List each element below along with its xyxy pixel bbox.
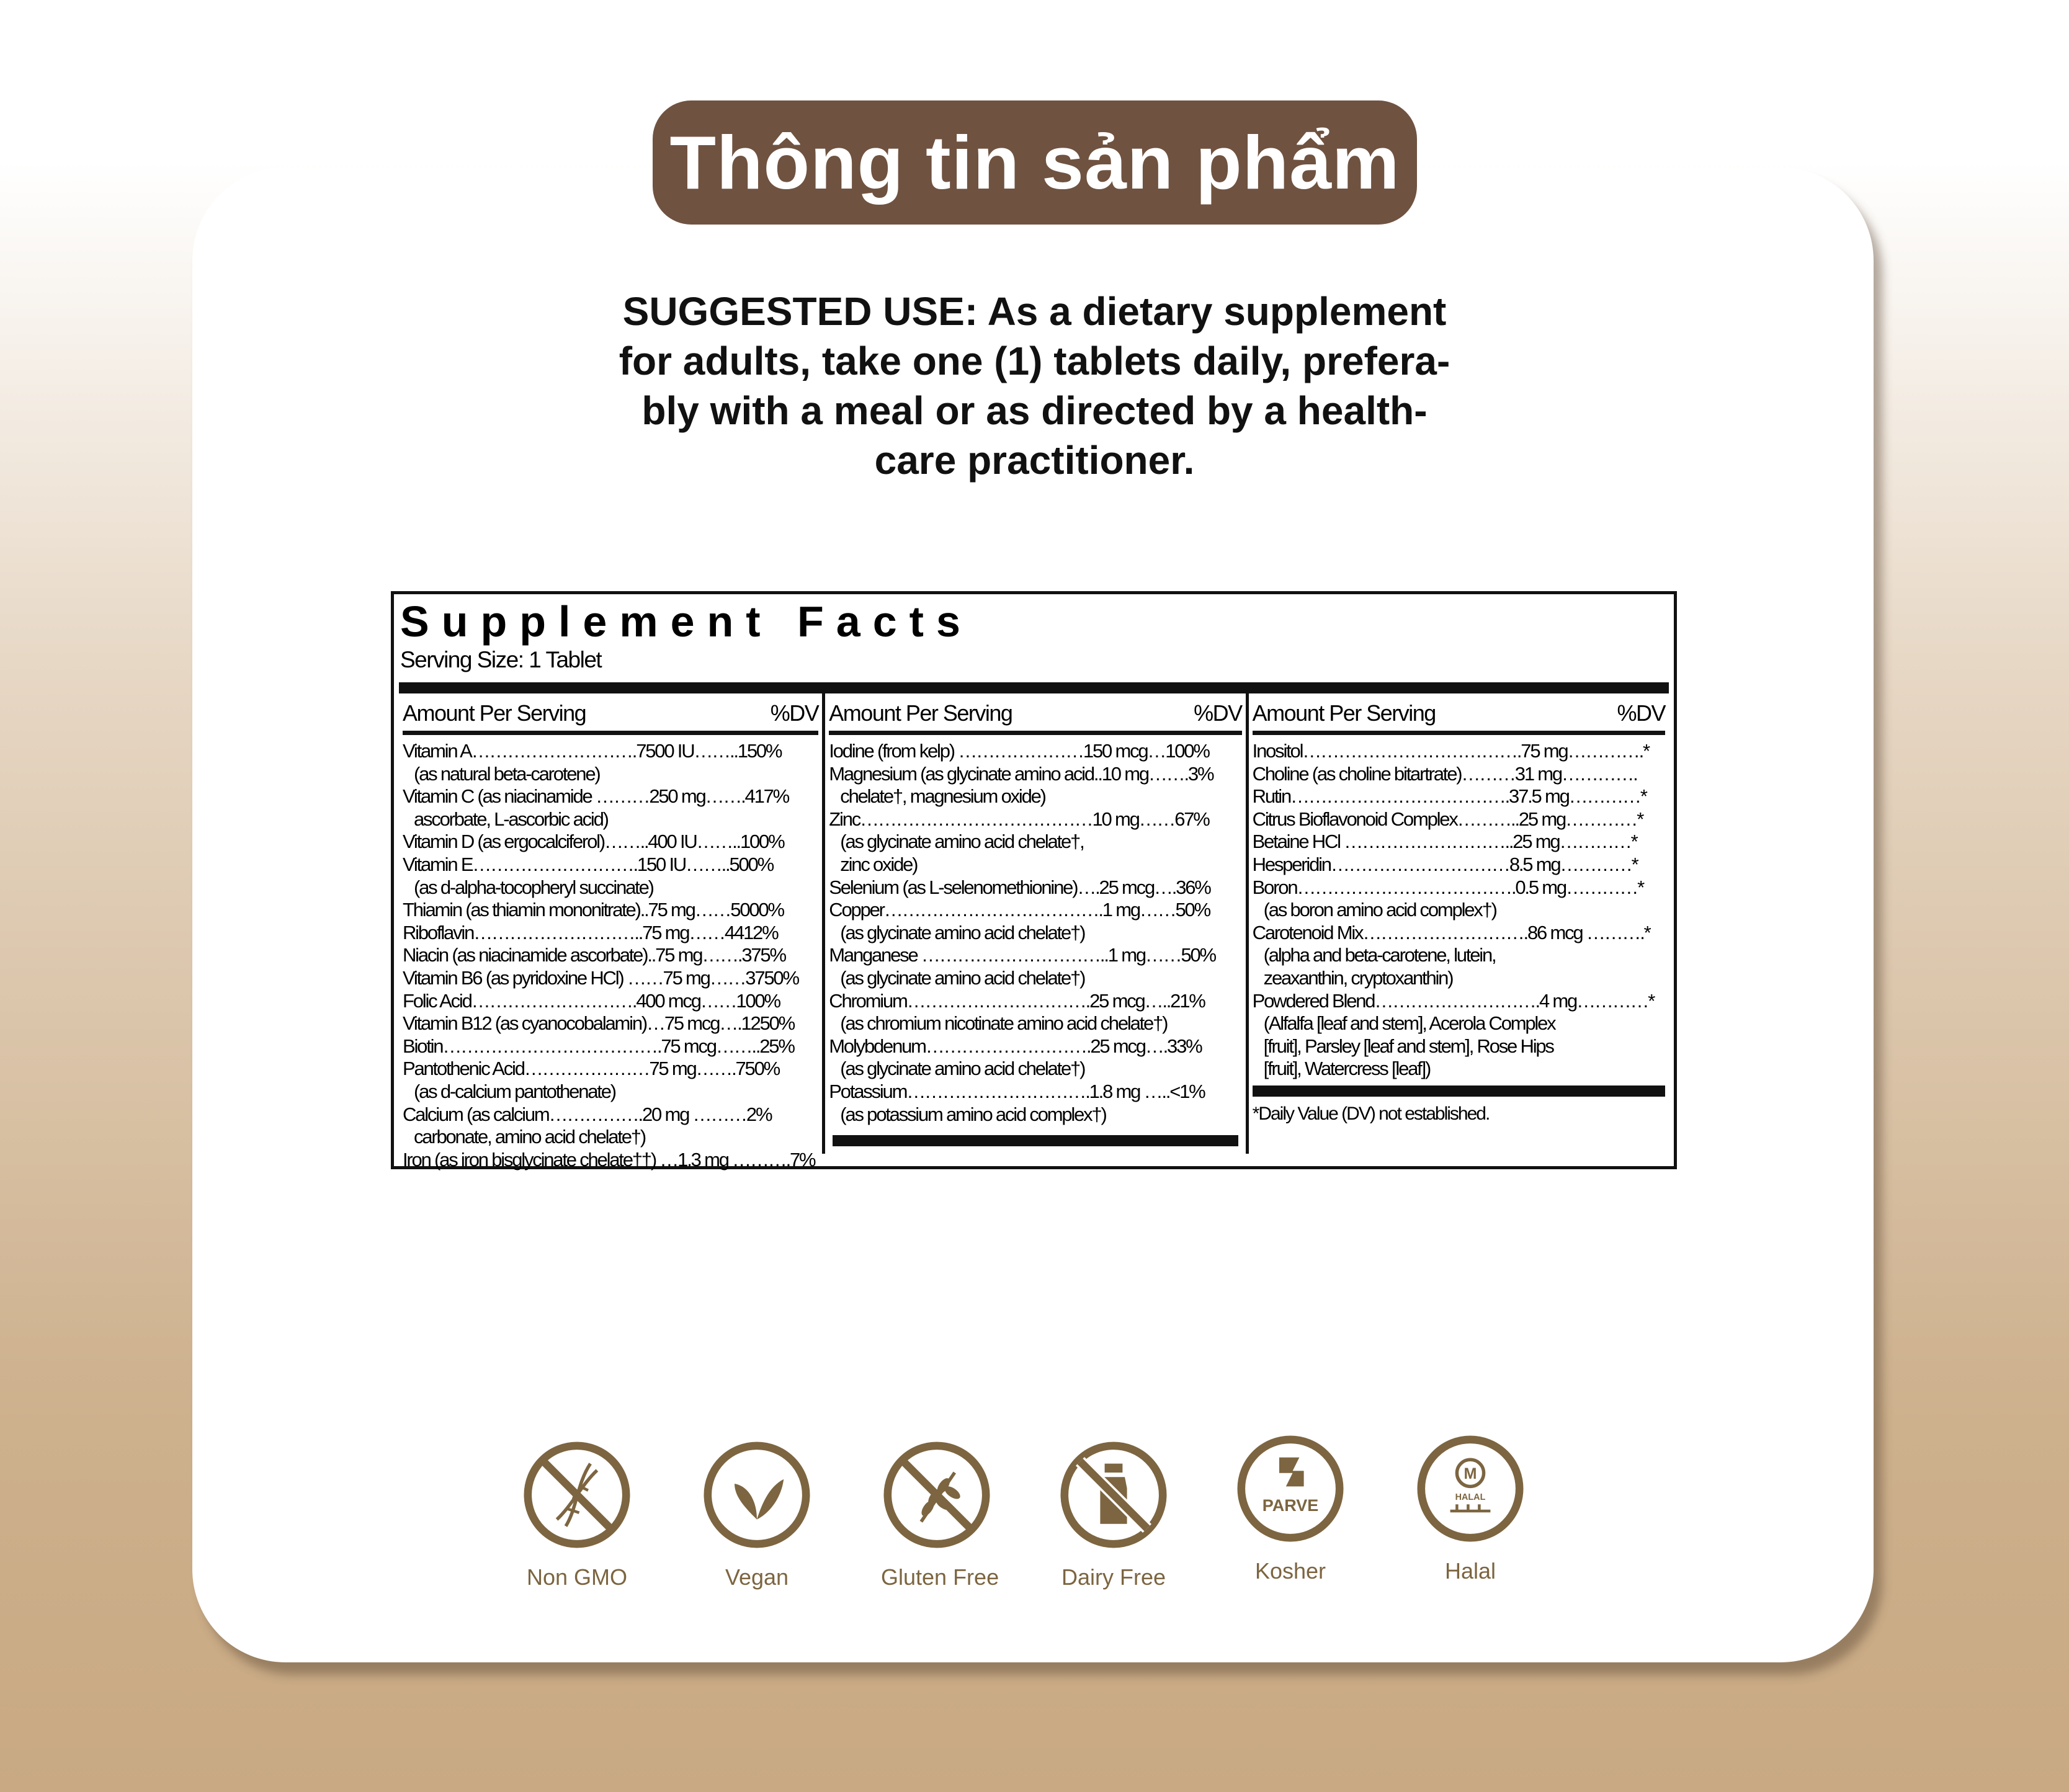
- nutrient-row: Vitamin D (as ergocalciferol)……..400 IU……..100%: [403, 831, 784, 853]
- nutrient-row: Selenium (as L-selenomethionine)….25 mcg….36%: [829, 876, 1210, 898]
- nutrient-row: Rutin……………………………….37.5 mg…………*: [1252, 785, 1647, 808]
- nutrient-row: Hesperidin…………………………8.5 mg…………*: [1252, 853, 1638, 875]
- dairy-free-bottle-icon: [1058, 1439, 1169, 1551]
- nutrient-row: Molybdenum……………………….25 mcg….33%: [829, 1035, 1202, 1057]
- svg-text:M: M: [1463, 1464, 1477, 1482]
- no-gmo-dna-icon: [521, 1439, 633, 1551]
- dv-label: %DV: [1617, 700, 1666, 726]
- badge-label: Kosher: [1254, 1558, 1326, 1584]
- suggested-use-line: for adults, take one (1) tablets daily, prefera-: [619, 339, 1450, 383]
- nutrient-row: zinc oxide): [840, 853, 918, 875]
- amount-per-serving-label: Amount Per Serving: [829, 700, 1012, 726]
- nutrient-row: (as chromium nicotinate amino acid chelate†): [840, 1012, 1168, 1035]
- suggested-use-line: bly with a meal or as directed by a health-: [641, 388, 1428, 433]
- nutrient-row: (as natural beta-carotene): [414, 762, 600, 785]
- nutrient-row: Calcium (as calcium…………….20 mg ………2%: [403, 1103, 772, 1125]
- suggested-use-text: [558, 287, 1511, 485]
- nutrient-row: Citrus Bioflavonoid Complex………..25 mg…………*: [1252, 808, 1643, 830]
- facts-column-1: [399, 693, 822, 1170]
- nutrient-row: Folic Acid……………………….400 mcg……100%: [403, 989, 780, 1012]
- nutrient-row: (as boron amino acid complex†): [1263, 899, 1496, 921]
- nutrient-list: [403, 735, 818, 1171]
- nutrient-row: Copper……………………………….1 mg……50%: [829, 899, 1210, 921]
- nutrient-row: Iron (as iron bisglycinate chelate††) …1.3 mg ……….7%: [403, 1148, 815, 1170]
- divider-bar: [1253, 1085, 1665, 1097]
- badge-label: Dairy Free: [1061, 1564, 1166, 1590]
- badge-vegan: [701, 1439, 813, 1590]
- nutrient-row: ascorbate, L-ascorbic acid): [414, 808, 608, 830]
- nutrient-row: (alpha and beta-carotene, lutein,: [1263, 944, 1496, 966]
- nutrient-row: (as d-calcium pantothenate): [414, 1080, 615, 1102]
- divider-bar: [399, 682, 1669, 693]
- nutrient-row: Biotin……………………………….75 mcg……..25%: [403, 1035, 794, 1057]
- nutrient-row: (as potassium amino acid complex†): [840, 1103, 1106, 1125]
- suggested-use-line: care practitioner.: [874, 438, 1195, 483]
- nutrient-row: Potassium………………………….1.8 mg …..<1%: [829, 1080, 1205, 1102]
- badge-dairy-free: [1058, 1439, 1169, 1590]
- supplement-facts-panel: [391, 591, 1677, 1169]
- dv-label: %DV: [1194, 700, 1242, 726]
- vegan-leaf-icon: [701, 1439, 813, 1551]
- nutrient-row: Vitamin C (as niacinamide ………250 mg…….417%: [403, 785, 789, 808]
- nutrient-row: Pantothenic Acid…………………75 mg…….750%: [403, 1058, 779, 1080]
- facts-column-3: [1246, 693, 1669, 1154]
- badge-label: Non GMO: [526, 1564, 628, 1590]
- nutrient-row: chelate†, magnesium oxide): [840, 785, 1045, 808]
- nutrient-row: Inositol……………………………….75 mg………….*: [1252, 740, 1649, 762]
- nutrient-row: Vitamin A……………………….7500 IU……..150%: [403, 740, 782, 762]
- amount-per-serving-label: Amount Per Serving: [403, 700, 586, 726]
- column-header: [829, 693, 1241, 735]
- nutrient-row: Thiamin (as thiamin mononitrate)..75 mg……5000%: [403, 899, 784, 921]
- nutrient-row: Vitamin B6 (as pyridoxine HCl) ……75 mg……3750%: [403, 966, 798, 989]
- divider-bar: [833, 1135, 1238, 1146]
- nutrient-row: Choline (as choline bitartrate)………31 mg………….: [1252, 762, 1637, 785]
- nutrient-row: (as glycinate amino acid chelate†): [840, 921, 1085, 943]
- nutrient-row: (as d-alpha-tocopheryl succinate): [414, 876, 653, 898]
- nutrient-row: (as glycinate amino acid chelate†): [840, 966, 1085, 989]
- nutrient-row: Magnesium (as glycinate amino acid..10 mg…….3%: [829, 762, 1213, 785]
- gluten-free-wheat-icon: [881, 1439, 993, 1551]
- nutrient-list: [1253, 735, 1665, 1081]
- nutrient-row: Vitamin E……………………….150 IU……..500%: [403, 853, 773, 875]
- nutrient-row: Vitamin B12 (as cyanocobalamin)…75 mcg….1250%: [403, 1012, 795, 1035]
- nutrient-row: zeaxanthin, cryptoxanthin): [1263, 966, 1453, 989]
- nutrient-list: [829, 735, 1241, 1126]
- nutrient-row: (as glycinate amino acid chelate†): [840, 1058, 1085, 1080]
- badge-label: Gluten Free: [881, 1564, 999, 1590]
- nutrient-row: Boron……………………………….0.5 mg…………*: [1252, 876, 1644, 898]
- kosher-parve-icon: [1235, 1433, 1346, 1545]
- kosher-mark-text: PARVE: [1262, 1496, 1319, 1515]
- nutrient-row: Betaine HCl ………………………..25 mg…………*: [1252, 831, 1637, 853]
- nutrient-row: Zinc…………………………………10 mg……67%: [829, 808, 1209, 830]
- nutrient-row: Riboflavin………………………..75 mg……4412%: [403, 921, 778, 943]
- nutrient-row: Iodine (from kelp) …………………150 mcg…100%: [829, 740, 1209, 762]
- nutrient-row: Powdered Blend……………………….4 mg…………*: [1252, 989, 1655, 1012]
- nutrient-row: carbonate, amino acid chelate†): [414, 1126, 645, 1148]
- nutrient-row: [fruit], Parsley [leaf and stem], Rose Hips: [1263, 1035, 1553, 1057]
- badge-halal: [1414, 1433, 1526, 1584]
- supplement-facts-title: Supplement Facts: [400, 597, 973, 646]
- badge-kosher: [1235, 1433, 1346, 1584]
- column-header: [1253, 693, 1665, 735]
- nutrient-row: Manganese …………………………..1 mg……50%: [829, 944, 1215, 966]
- nutrient-row: Chromium………………………….25 mcg…..21%: [829, 989, 1205, 1012]
- column-header: [403, 693, 818, 735]
- halal-mark-text: HALAL: [1455, 1492, 1486, 1502]
- suggested-use-line: SUGGESTED USE: As a dietary supplement: [622, 289, 1447, 334]
- badge-row: [521, 1439, 1576, 1600]
- nutrient-row: (as glycinate amino acid chelate†,: [840, 831, 1084, 853]
- amount-per-serving-label: Amount Per Serving: [1252, 700, 1436, 726]
- badge-non-gmo: [521, 1439, 633, 1590]
- nutrient-row: Carotenoid Mix……………………….86 mcg ……….*: [1252, 921, 1650, 943]
- nutrient-row: Niacin (as niacinamide ascorbate)..75 mg…….375%: [403, 944, 785, 966]
- badge-label: Vegan: [725, 1564, 789, 1590]
- page-title: Thông tin sản phẩm: [653, 100, 1417, 225]
- nutrient-row: [fruit], Watercress [leaf]): [1263, 1058, 1431, 1080]
- facts-column-2: [822, 693, 1245, 1154]
- dv-label: %DV: [770, 700, 819, 726]
- serving-size: Serving Size: 1 Tablet: [400, 647, 602, 672]
- badge-gluten-free: [881, 1439, 999, 1590]
- dv-footnote: *Daily Value (DV) not established.: [1252, 1103, 1490, 1124]
- nutrient-row: (Alfalfa [leaf and stem], Acerola Complex: [1263, 1012, 1555, 1035]
- halal-icon: [1414, 1433, 1526, 1545]
- badge-label: Halal: [1444, 1558, 1496, 1584]
